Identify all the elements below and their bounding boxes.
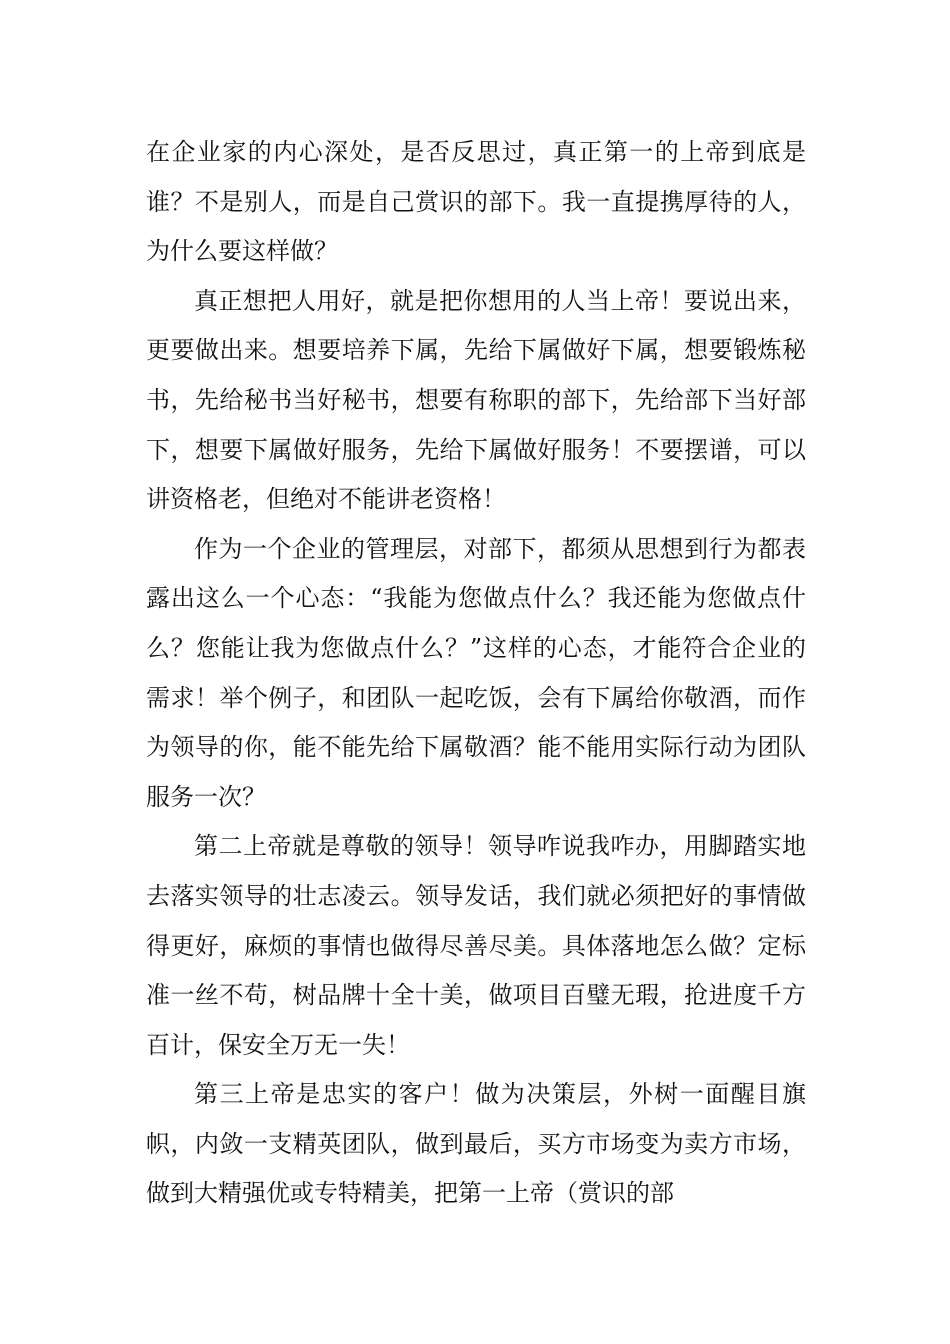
paragraph: 第三上帝是忠实的客户！做为决策层，外树一面醒目旗帜，内敛一支精英团队，做到最后，买方市场变为卖方市场，做到大精强优或专特精美，把第一上帝（赏识的部 bbox=[146, 1080, 806, 1208]
paragraph: 第二上帝就是尊敬的领导！领导咋说我咋办，用脚踏实地去落实领导的壮志凌云。领导发话，我们就必须把好的事情做得更好，麻烦的事情也做得尽善尽美。具体落地怎么做？定标准一丝不苟，树品牌十全十美，做项目百璧无瑕，抢进度千方百计，保安全万无一失！ bbox=[146, 832, 806, 1059]
paragraph: 真正想把人用好，就是把你想用的人当上帝！要说出来，更要做出来。想要培养下属，先给下属做好下属，想要锻炼秘书，先给秘书当好秘书，想要有称职的部下，先给部下当好部下，想要下属做好服务，先给下属做好服务！不要摆谱，可以讲资格老，但绝对不能讲老资格！ bbox=[146, 286, 806, 514]
document-body bbox=[146, 128, 806, 1219]
paragraph: 作为一个企业的管理层，对部下，都须从思想到行为都表露出这么一个心态：“我能为您做点什么？我还能为您做点什么？您能让我为您做点什么？”这样的心态，才能符合企业的需求！举个例子，和团队一起吃饭，会有下属给你敬酒，而作为领导的你，能不能先给下属敬酒？能不能用实际行动为团队服务一次？ bbox=[146, 534, 806, 811]
paragraph-continuation: 在企业家的内心深处，是否反思过，真正第一的上帝到底是谁？不是别人，而是自己赏识的部下。我一直提携厚待的人，为什么要这样做？ bbox=[146, 138, 806, 266]
